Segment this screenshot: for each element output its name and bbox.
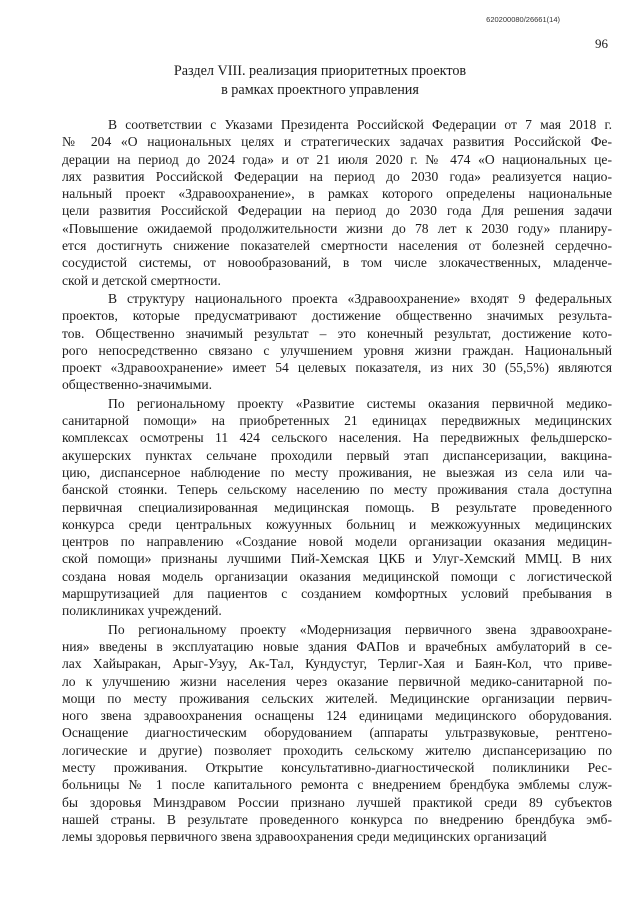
text-line: сосудистой системы, от новообразований, в том числе злокачественных, младенче- [62,255,612,271]
paragraph [62,290,612,394]
text-line: В структуру национального проекта «Здравоохранение» входят 9 федеральных [108,290,612,306]
text-line: акушерских пунктах сельчане проходили первый этап диспансеризации, вакцина- [62,447,612,463]
text-line: больницы № 1 после капитального ремонта с внедрением брендбука эмблемы служ- [62,777,612,793]
text-line: месту проживания. Открытие консультативно-диагностической поликлиники Рес- [62,759,612,775]
text-line: рого непосредственно связано с улучшением уровня жизни граждан. Национальный [62,342,612,358]
text-line: логические и другие) позволяет проходить сельскому жителю диспансеризацию по [62,742,612,758]
page-number: 96 [595,36,608,51]
text-line: создана новая модель организации оказания медицинской помощи с логистической [62,568,612,584]
text-line: банской стоянки. Теперь сельскому населению по месту проживания стала доступна [62,482,612,498]
text-line: конкурса среди центральных кожуунных больниц и межкожуунных медицинских [62,516,612,532]
text-line: бы здоровья Минздравом России признано лучшей практикой среди 89 субъектов [62,794,612,810]
text-line: нальный проект «Здравоохранение», в рамках которого определены национальные [62,186,612,202]
text-line: мощи по месту проживания сельских жителей. Медицинские организации первич- [62,690,612,706]
text-line: общественно-значимыми. [62,377,213,393]
text-line: ется достигнуть снижение показателей смертности населения от болезней сердечно- [62,238,612,254]
text-line: Оснащение диагностическим оборудованием (аппараты ультразвуковые, рентгено- [62,725,612,741]
text-line: проектов, которые предусматривают достижение общественно значимых результа- [62,308,612,324]
text-line: лах Хайыракан, Арыг-Узуу, Ак-Тал, Кундустуг, Терлиг-Хая и Баян-Кол, что приве- [62,656,612,672]
paragraph [62,116,612,289]
text-line: В соответствии с Указами Президента Российской Федерации от 7 мая 2018 г. [108,117,612,132]
section-title [0,62,640,100]
text-line: маршрутизацией для пациентов с созданием комфортных условий пребывания в [62,586,612,602]
text-line: ло к улучшению жизни населения через оказание первичной медико-санитарной по- [62,673,612,689]
section-title-line-2: в рамках проектного управления [221,82,419,98]
text-line: По региональному проекту «Модернизация первичного звена здравоохране- [108,621,612,637]
text-line: цели развития Российской Федерации на период до 2030 года Для решения задачи [62,203,612,219]
text-line: ской помощи» признаны лучшими Пий-Хемская ЦКБ и Улуг-Хемский ММЦ. В них [62,551,612,567]
text-line: № 204 «О национальных целях и стратегических задачах развития Российской Фе- [62,134,612,150]
text-line: лях развития Российской Федерации на период до 2030 года» реализуется нацио- [62,168,612,184]
section-title-line-1: Раздел VIII. реализация приоритетных проектов [173,63,467,79]
document-body [62,116,612,846]
document-id: 620200080/26661(14) [486,15,560,24]
text-line: цию, диспансерное наблюдение по месту проживания, не выезжая из села или ча- [62,464,612,480]
text-line: комплексах осмотрены 11 424 сельского населения. На передвижных фельдшерско- [62,430,612,446]
text-line: тов. Общественно значимый результат – это конечный результат, достижение кото- [62,325,612,341]
text-line: первичная специализированная медицинская помощь. В результате проведенного [62,499,612,515]
paragraph [62,395,612,620]
text-line: По региональному проекту «Развитие системы оказания первичной медико- [108,395,612,411]
text-line: «Повышение ожидаемой продолжительности жизни до 78 лет к 2030 году» планиру- [62,220,612,236]
paragraph [62,621,612,846]
text-line: ного звена здравоохранения оснащены 124 единицами медицинского оборудования. [62,708,612,724]
text-line: проект «Здравоохранение» имеет 54 целевых показателя, из них 30 (55,5%) являются [62,360,612,376]
text-line: санитарной помощи» на приобретенных 21 единицах передвижных медицинских [62,413,612,429]
text-line: поликлиниках учреждений. [62,603,222,619]
text-line: центров по направлению «Создание новой модели организации оказания медицин- [62,534,612,550]
text-line: нашей страны. В результате проведенного конкурса по внедрению брендбука эмб- [62,811,612,827]
text-line: ния» введены в эксплуатацию новые здания ФАПов и врачебных амбулаторий в се- [62,638,612,654]
text-line: лемы здоровья первичного звена здравоохранения среди медицинских организаций [62,829,547,845]
text-line: ской и детской смертности. [62,272,221,288]
text-line: дерации на период до 2024 года» и от 21 июля 2020 г. № 474 «О национальных це- [62,151,612,167]
